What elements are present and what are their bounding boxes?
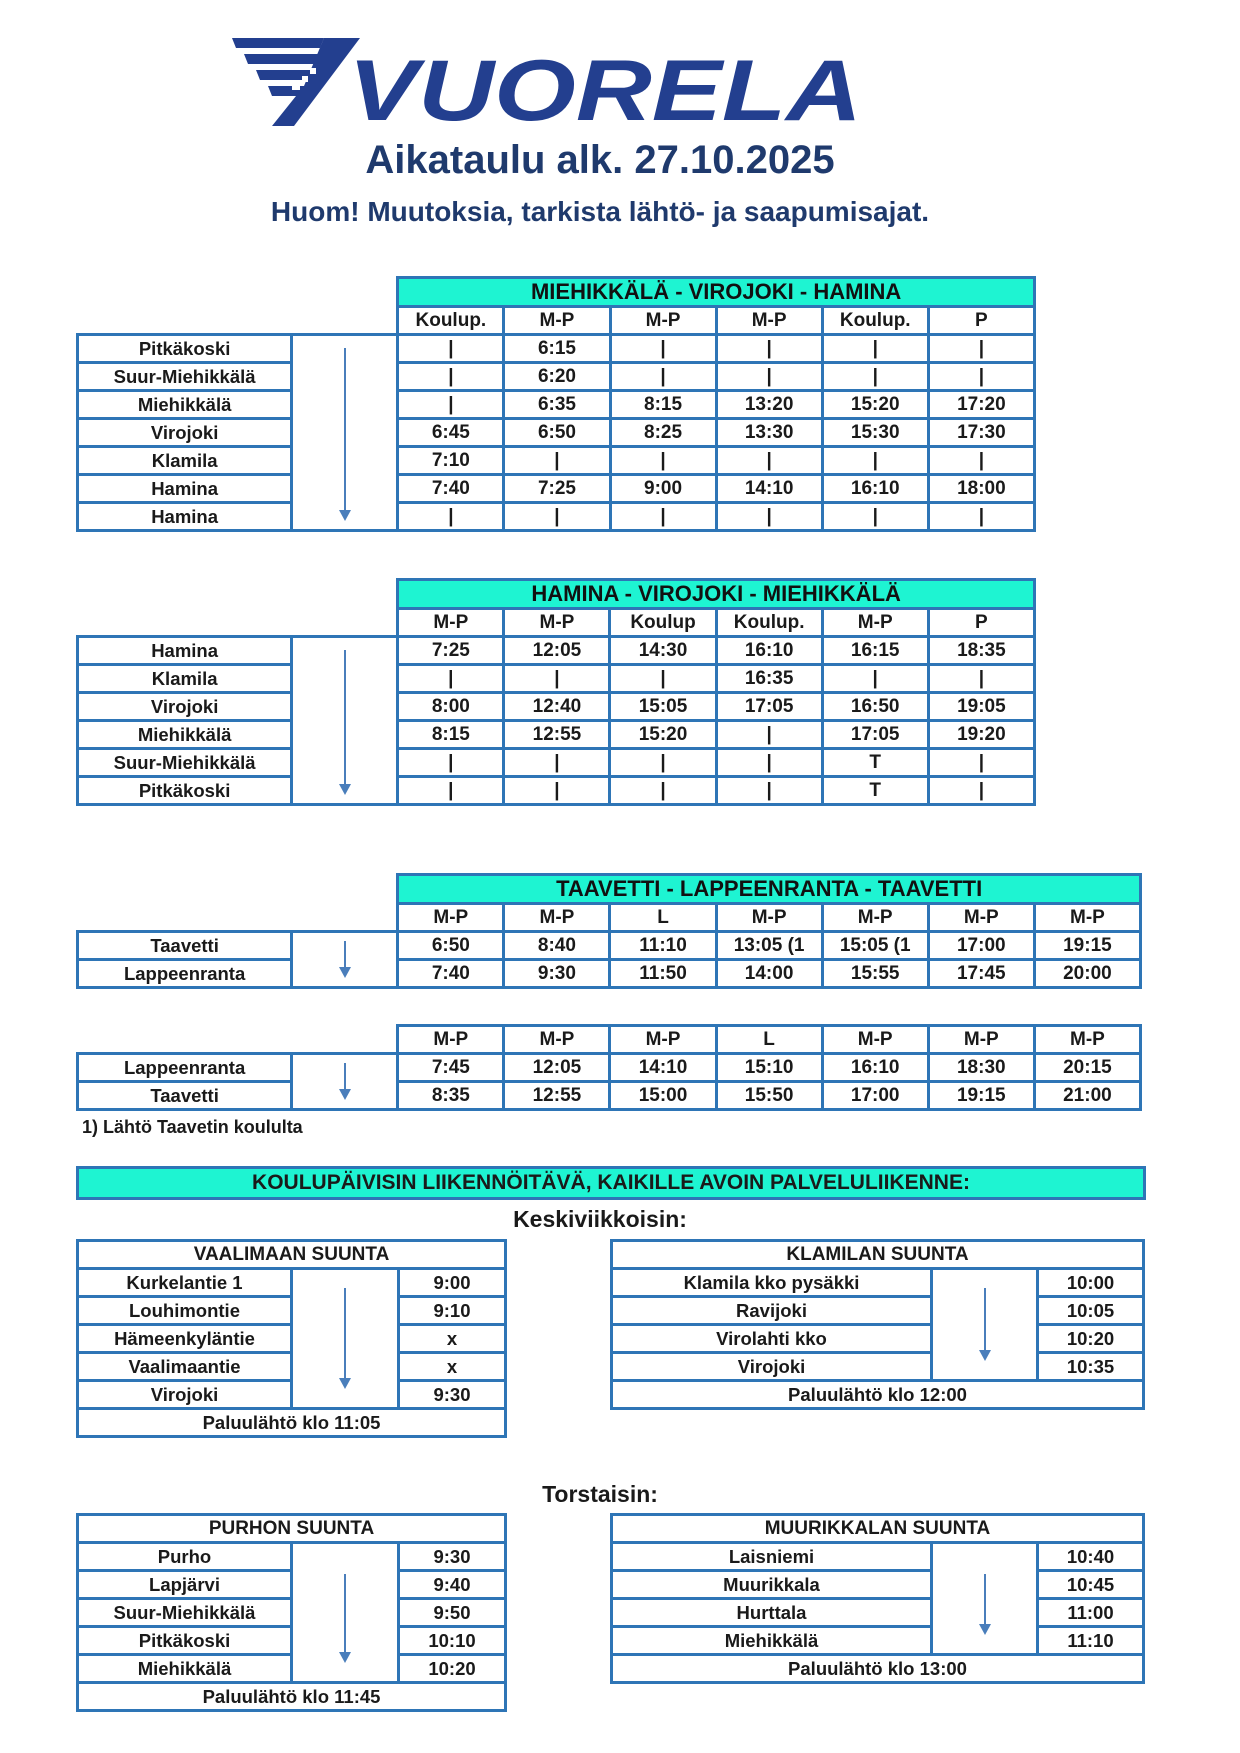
time-cell: 11:50	[610, 960, 716, 988]
time-cell: 7:25	[504, 475, 610, 503]
time-cell: 8:25	[610, 419, 716, 447]
day-label: M-P	[928, 904, 1034, 932]
time-cell: |	[928, 503, 1034, 531]
time-cell: 18:00	[928, 475, 1034, 503]
table-row	[78, 1269, 506, 1297]
stop-name: Miehikkälä	[612, 1627, 932, 1655]
time-cell: 9:10	[399, 1297, 506, 1325]
time-cell: 7:40	[398, 475, 504, 503]
route-table-taavetti-lappeenranta	[76, 873, 1142, 989]
stop-name: Lappeenranta	[78, 960, 292, 988]
direction-arrow-icon	[292, 1054, 398, 1110]
page-subtitle: Huom! Muutoksia, tarkista lähtö- ja saapumisajat.	[270, 196, 930, 227]
time-cell: 15:20	[822, 391, 928, 419]
time-cell: 15:05	[610, 693, 716, 721]
stop-name: Lappeenranta	[78, 1054, 292, 1082]
table-row	[612, 1599, 1144, 1627]
day-label: M-P	[928, 1026, 1034, 1054]
time-cell: 17:20	[928, 391, 1034, 419]
time-cell: 16:15	[822, 637, 928, 665]
day-label: M-P	[1034, 904, 1140, 932]
box-title: PURHON SUUNTA	[78, 1515, 506, 1543]
table-row	[78, 335, 1035, 363]
stop-name: Klamila	[78, 447, 292, 475]
time-cell: |	[398, 777, 504, 805]
time-cell: 20:00	[1034, 960, 1140, 988]
time-cell: 8:35	[398, 1082, 504, 1110]
stop-name: Taavetti	[78, 932, 292, 960]
time-cell: 15:55	[822, 960, 928, 988]
logo-wordmark: VUORELA	[348, 43, 862, 130]
day-label: Koulup	[610, 609, 716, 637]
time-cell: 6:45	[398, 419, 504, 447]
time-cell: 12:05	[504, 1054, 610, 1082]
stop-name: Hämeenkyläntie	[78, 1325, 292, 1353]
time-cell: x	[399, 1353, 506, 1381]
day-label: M-P	[610, 307, 716, 335]
time-cell: 7:45	[398, 1054, 504, 1082]
table-row	[78, 721, 1035, 749]
table-row	[612, 1571, 1144, 1599]
stop-name: Miehikkälä	[78, 1655, 292, 1683]
time-cell: |	[928, 777, 1034, 805]
return-departure: Paluulähtö klo 12:00	[612, 1381, 1144, 1409]
return-departure: Paluulähtö klo 11:05	[78, 1409, 506, 1437]
day-label: M-P	[716, 904, 822, 932]
time-cell: |	[504, 665, 610, 693]
time-cell: 8:15	[398, 721, 504, 749]
day-label: M-P	[822, 1026, 928, 1054]
day-label: M-P	[504, 904, 610, 932]
stop-name: Pitkäkoski	[78, 777, 292, 805]
stop-name: Klamila kko pysäkki	[612, 1269, 932, 1297]
footnote: 1) Lähtö Taavetin koululta	[82, 1117, 303, 1137]
wednesday-heading: Keskiviikkoisin:	[513, 1206, 687, 1232]
time-cell: 12:55	[504, 1082, 610, 1110]
stop-name: Kurkelantie 1	[78, 1269, 292, 1297]
page-title: Aikataulu alk. 27.10.2025	[365, 138, 835, 182]
route-title: MIEHIKKÄLÄ - VIROJOKI - HAMINA	[398, 278, 1035, 307]
time-cell: |	[716, 721, 822, 749]
direction-arrow-icon	[292, 1269, 399, 1409]
time-cell: 10:35	[1038, 1353, 1144, 1381]
stop-name: Virolahti kko	[612, 1325, 932, 1353]
day-label: M-P	[398, 609, 504, 637]
time-cell: 8:00	[398, 693, 504, 721]
stop-name: Ravijoki	[612, 1297, 932, 1325]
time-cell: |	[716, 447, 822, 475]
table-row	[78, 503, 1035, 531]
stop-name: Virojoki	[78, 1381, 292, 1409]
box-title: KLAMILAN SUUNTA	[612, 1241, 1144, 1269]
table-row	[612, 1297, 1144, 1325]
time-cell: 16:10	[822, 475, 928, 503]
direction-arrow-icon	[292, 1543, 399, 1683]
direction-arrow-icon	[292, 637, 398, 805]
route-table-miehikkala-hamina	[76, 276, 1036, 532]
time-cell: 13:05 (1	[716, 932, 822, 960]
table-row	[78, 777, 1035, 805]
time-cell: |	[398, 503, 504, 531]
time-cell: 19:05	[928, 693, 1034, 721]
vuorela-logo	[232, 34, 872, 130]
day-label: P	[928, 609, 1034, 637]
table-row	[612, 1325, 1144, 1353]
stop-name: Virojoki	[78, 419, 292, 447]
route-table-hamina-miehikkala	[76, 578, 1036, 806]
klamila-route-box	[610, 1239, 1145, 1410]
time-cell: 9:00	[610, 475, 716, 503]
time-cell: 10:20	[399, 1655, 506, 1683]
day-label: Koulup.	[822, 307, 928, 335]
time-cell: |	[504, 749, 610, 777]
time-cell: |	[928, 447, 1034, 475]
time-cell: |	[928, 665, 1034, 693]
time-cell: 17:45	[928, 960, 1034, 988]
stop-name: Louhimontie	[78, 1297, 292, 1325]
day-label: M-P	[822, 904, 928, 932]
service-banner: KOULUPÄIVISIN LIIKENNÖITÄVÄ, KAIKILLE AVOIN PALVELULIIKENNE:	[76, 1166, 1146, 1200]
table-row	[612, 1269, 1144, 1297]
day-label: M-P	[398, 1026, 504, 1054]
time-cell: 13:30	[716, 419, 822, 447]
time-cell: |	[610, 335, 716, 363]
day-label: M-P	[716, 307, 822, 335]
time-cell: 12:55	[504, 721, 610, 749]
time-cell: 18:35	[928, 637, 1034, 665]
table-row	[78, 749, 1035, 777]
time-cell: |	[610, 665, 716, 693]
route-title: HAMINA - VIROJOKI - MIEHIKKÄLÄ	[398, 580, 1035, 609]
time-cell: 16:50	[822, 693, 928, 721]
time-cell: |	[716, 335, 822, 363]
time-cell: |	[398, 391, 504, 419]
time-cell: 18:30	[928, 1054, 1034, 1082]
time-cell: |	[822, 447, 928, 475]
time-cell: 9:40	[399, 1571, 506, 1599]
table-row	[78, 1054, 1141, 1082]
stop-name: Virojoki	[78, 693, 292, 721]
table-row	[78, 693, 1035, 721]
stop-name: Suur-Miehikkälä	[78, 1599, 292, 1627]
table-row	[78, 419, 1035, 447]
time-cell: 15:20	[610, 721, 716, 749]
day-label: M-P	[504, 1026, 610, 1054]
time-cell: x	[399, 1325, 506, 1353]
time-cell: |	[822, 503, 928, 531]
time-cell: 9:30	[504, 960, 610, 988]
day-label: L	[716, 1026, 822, 1054]
direction-arrow-icon	[292, 335, 398, 531]
time-cell: 15:05 (1	[822, 932, 928, 960]
stop-name: Suur-Miehikkälä	[78, 363, 292, 391]
time-cell: |	[610, 363, 716, 391]
day-label: M-P	[822, 609, 928, 637]
stop-name: Hamina	[78, 475, 292, 503]
table-row	[78, 447, 1035, 475]
day-label: P	[928, 307, 1034, 335]
time-cell: 9:30	[399, 1543, 506, 1571]
time-cell: |	[716, 503, 822, 531]
time-cell: 10:20	[1038, 1325, 1144, 1353]
time-cell: 17:05	[822, 721, 928, 749]
time-cell: 14:10	[716, 475, 822, 503]
table-row	[78, 932, 1141, 960]
time-cell: |	[610, 749, 716, 777]
time-cell: 11:10	[610, 932, 716, 960]
time-cell: 14:10	[610, 1054, 716, 1082]
time-cell: |	[398, 363, 504, 391]
time-cell: 15:50	[716, 1082, 822, 1110]
table-row	[78, 363, 1035, 391]
day-label: Koulup.	[398, 307, 504, 335]
stop-name: Pitkäkoski	[78, 1627, 292, 1655]
time-cell: 19:15	[1034, 932, 1140, 960]
table-row	[78, 475, 1035, 503]
time-cell: 13:20	[716, 391, 822, 419]
time-cell: 6:15	[504, 335, 610, 363]
box-title: MUURIKKALAN SUUNTA	[612, 1515, 1144, 1543]
day-label: M-P	[1034, 1026, 1140, 1054]
time-cell: 6:20	[504, 363, 610, 391]
day-label: M-P	[504, 307, 610, 335]
time-cell: |	[822, 335, 928, 363]
time-cell: T	[822, 777, 928, 805]
time-cell: 12:05	[504, 637, 610, 665]
stop-name: Vaalimaantie	[78, 1353, 292, 1381]
time-cell: 17:05	[716, 693, 822, 721]
time-cell: |	[716, 363, 822, 391]
time-cell: 6:50	[398, 932, 504, 960]
stop-name: Lapjärvi	[78, 1571, 292, 1599]
stop-name: Miehikkälä	[78, 391, 292, 419]
vaalimaa-route-box	[76, 1239, 507, 1438]
time-cell: 6:35	[504, 391, 610, 419]
time-cell: |	[398, 335, 504, 363]
time-cell: |	[504, 447, 610, 475]
time-cell: 8:40	[504, 932, 610, 960]
direction-arrow-icon	[932, 1543, 1038, 1655]
time-cell: 10:40	[1038, 1543, 1144, 1571]
time-cell: |	[928, 363, 1034, 391]
day-label: M-P	[504, 609, 610, 637]
time-cell: 6:50	[504, 419, 610, 447]
time-cell: 8:15	[610, 391, 716, 419]
table-row	[612, 1543, 1144, 1571]
time-cell: 16:35	[716, 665, 822, 693]
thursday-heading: Torstaisin:	[542, 1481, 658, 1507]
stop-name: Hamina	[78, 637, 292, 665]
time-cell: 9:00	[399, 1269, 506, 1297]
stop-name: Miehikkälä	[78, 721, 292, 749]
day-label: L	[610, 904, 716, 932]
stop-name: Suur-Miehikkälä	[78, 749, 292, 777]
time-cell: 16:10	[716, 637, 822, 665]
table-row	[78, 1082, 1141, 1110]
time-cell: 11:10	[1038, 1627, 1144, 1655]
table-row	[78, 665, 1035, 693]
time-cell: |	[610, 503, 716, 531]
stop-name: Hurttala	[612, 1599, 932, 1627]
day-label: Koulup.	[716, 609, 822, 637]
day-label: M-P	[398, 904, 504, 932]
time-cell: 17:00	[822, 1082, 928, 1110]
time-cell: 10:10	[399, 1627, 506, 1655]
stop-name: Klamila	[78, 665, 292, 693]
time-cell: |	[398, 749, 504, 777]
table-row	[78, 637, 1035, 665]
day-label: M-P	[610, 1026, 716, 1054]
time-cell: 11:00	[1038, 1599, 1144, 1627]
time-cell: |	[716, 777, 822, 805]
time-cell: 7:10	[398, 447, 504, 475]
time-cell: |	[928, 335, 1034, 363]
time-cell: |	[610, 447, 716, 475]
return-departure: Paluulähtö klo 11:45	[78, 1683, 506, 1711]
time-cell: 20:15	[1034, 1054, 1140, 1082]
stop-name: Laisniemi	[612, 1543, 932, 1571]
time-cell: 15:30	[822, 419, 928, 447]
time-cell: 7:25	[398, 637, 504, 665]
time-cell: 10:45	[1038, 1571, 1144, 1599]
time-cell: 17:00	[928, 932, 1034, 960]
time-cell: |	[610, 777, 716, 805]
table-row	[78, 960, 1141, 988]
route-table-lappeenranta-taavetti	[76, 1024, 1142, 1111]
muurikkala-route-box	[610, 1513, 1145, 1684]
time-cell: 10:00	[1038, 1269, 1144, 1297]
stop-name: Muurikkala	[612, 1571, 932, 1599]
time-cell: 9:30	[399, 1381, 506, 1409]
time-cell: 12:40	[504, 693, 610, 721]
stop-name: Purho	[78, 1543, 292, 1571]
purho-route-box	[76, 1513, 507, 1712]
time-cell: |	[504, 503, 610, 531]
table-row	[612, 1353, 1144, 1381]
table-row	[612, 1627, 1144, 1655]
time-cell: 19:15	[928, 1082, 1034, 1110]
time-cell: |	[822, 665, 928, 693]
stop-name: Virojoki	[612, 1353, 932, 1381]
time-cell: T	[822, 749, 928, 777]
stop-name: Taavetti	[78, 1082, 292, 1110]
time-cell: 19:20	[928, 721, 1034, 749]
time-cell: |	[822, 363, 928, 391]
time-cell: 15:00	[610, 1082, 716, 1110]
route-title: TAAVETTI - LAPPEENRANTA - TAAVETTI	[398, 875, 1141, 904]
box-title: VAALIMAAN SUUNTA	[78, 1241, 506, 1269]
time-cell: 21:00	[1034, 1082, 1140, 1110]
stop-name: Pitkäkoski	[78, 335, 292, 363]
return-departure: Paluulähtö klo 13:00	[612, 1655, 1144, 1683]
time-cell: 14:30	[610, 637, 716, 665]
time-cell: 10:05	[1038, 1297, 1144, 1325]
direction-arrow-icon	[292, 932, 398, 988]
time-cell: |	[928, 749, 1034, 777]
time-cell: 14:00	[716, 960, 822, 988]
stop-name: Hamina	[78, 503, 292, 531]
direction-arrow-icon	[932, 1269, 1038, 1381]
time-cell: |	[504, 777, 610, 805]
time-cell: 16:10	[822, 1054, 928, 1082]
time-cell: 15:10	[716, 1054, 822, 1082]
time-cell: 7:40	[398, 960, 504, 988]
table-row	[78, 1543, 506, 1571]
table-row	[78, 391, 1035, 419]
time-cell: 9:50	[399, 1599, 506, 1627]
time-cell: |	[398, 665, 504, 693]
time-cell: 17:30	[928, 419, 1034, 447]
time-cell: |	[716, 749, 822, 777]
